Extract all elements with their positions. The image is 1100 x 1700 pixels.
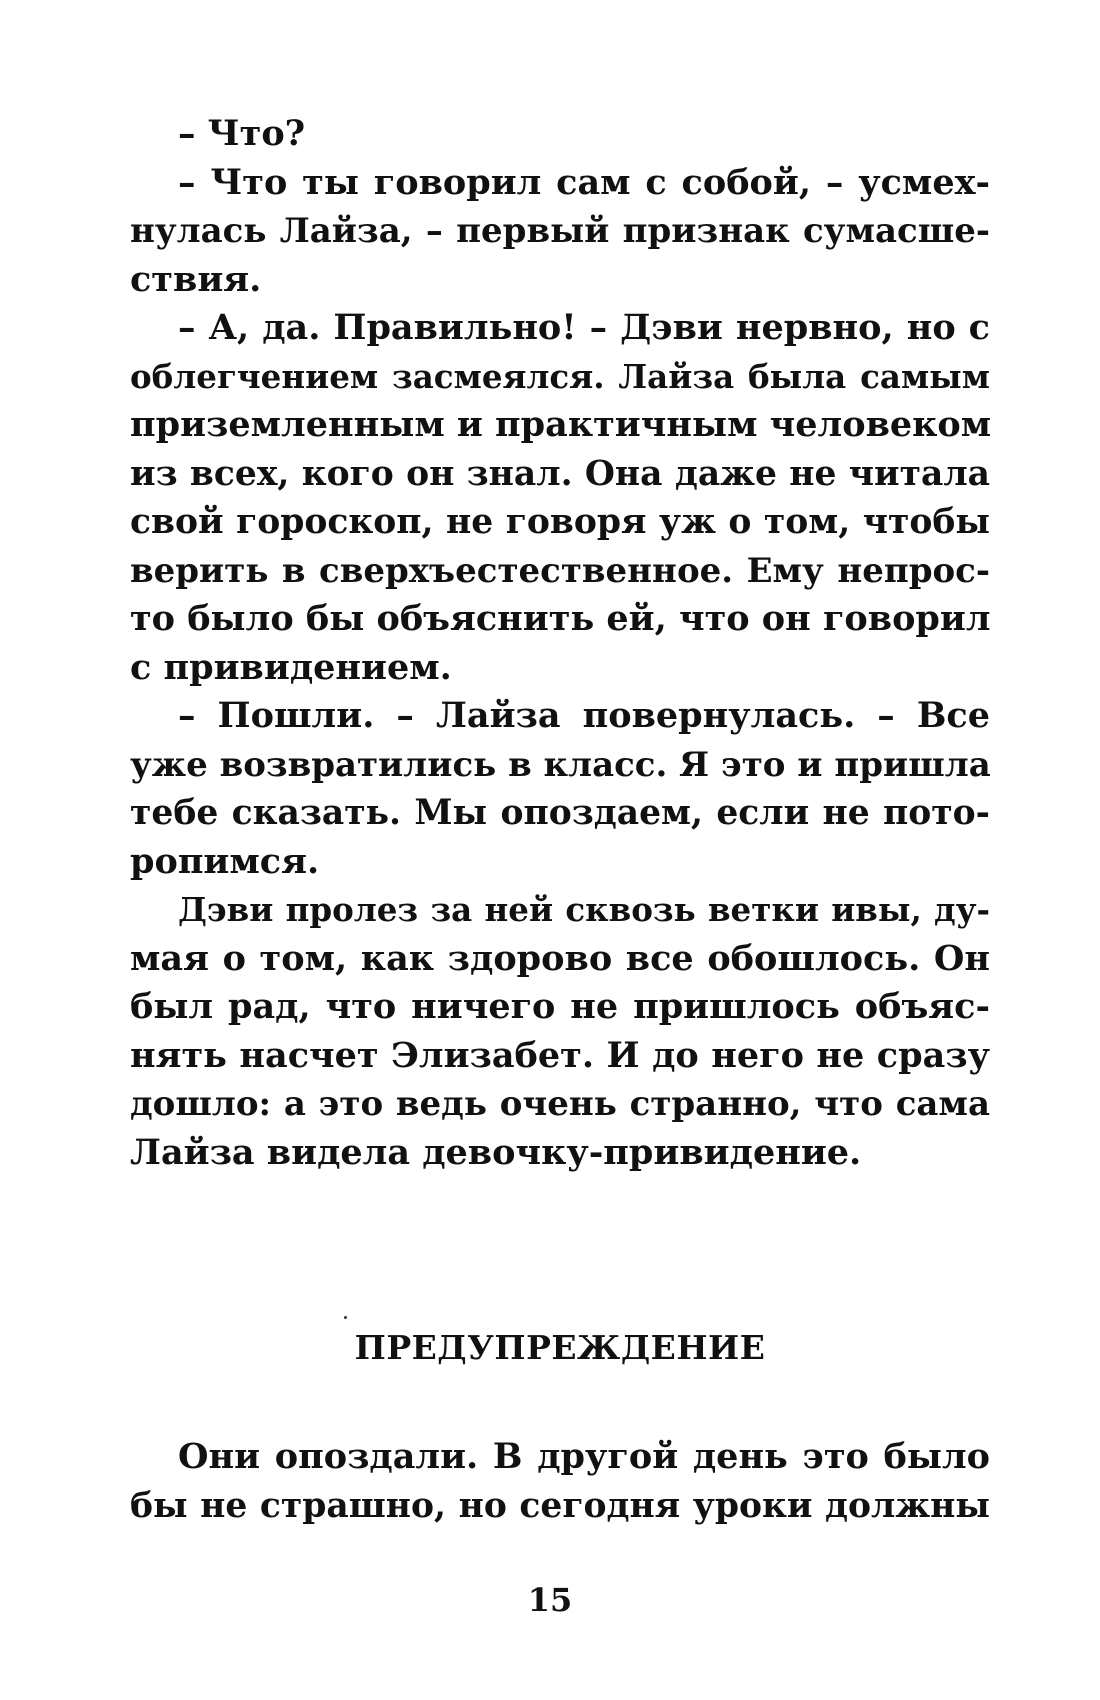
text-line: тебе сказать. Мы опоздаем, если не пото- — [130, 793, 990, 833]
text-line: приземленным и практичным человеком — [130, 404, 992, 445]
text-line: ствия. — [130, 258, 262, 300]
text-line: облегчением засмеялся. Лайза была самым — [130, 356, 990, 396]
chapter-heading: ПРЕДУПРЕЖДЕНИЕ — [354, 1328, 766, 1367]
body-text — [130, 110, 990, 1177]
text-line: – Что? — [178, 113, 306, 154]
text-line: мая о том, как здорово все обошлось. Он — [130, 937, 990, 979]
text-line: верить в сверхъестественное. Ему непрос- — [130, 550, 990, 591]
text-line: то было бы объяснить ей, что он говорил — [130, 598, 991, 639]
text-line: дошло: а это ведь очень странно, что сама — [130, 1084, 990, 1124]
print-speck — [344, 1316, 347, 1319]
text-line: Они опоздали. В другой день это было — [178, 1436, 990, 1477]
text-line: бы не страшно, но сегодня уроки должны — [130, 1485, 990, 1526]
text-line: – А, да. Правильно! – Дэви нервно, но с — [178, 307, 990, 348]
text-line: с привидением. — [130, 646, 452, 688]
text-line: из всех, кого он знал. Она даже не читала — [130, 453, 990, 494]
chapter-text — [130, 1433, 990, 1530]
text-line: нять насчет Элизабет. И до него не сразу — [130, 1034, 990, 1076]
text-line: нулась Лайза, – первый признак сумасше- — [130, 211, 990, 251]
text-line: свой гороскоп, не говоря уж о том, чтобы — [130, 502, 990, 542]
text-line: ропимся. — [130, 840, 320, 882]
text-line: Дэви пролез за ней сквозь ветки ивы, ду- — [178, 890, 990, 929]
text-line: – Что ты говорил сам с собой, – усмех- — [178, 161, 990, 203]
page-number: 15 — [527, 1581, 573, 1619]
text-line: был рад, что ничего не пришлось объяс- — [130, 986, 990, 1027]
text-line: Лайза видела девочку-привидение. — [130, 1131, 862, 1173]
text-line: – Пошли. – Лайза повернулась. – Все — [178, 695, 990, 736]
text-line: уже возвратились в класс. Я это и пришла — [130, 744, 991, 785]
